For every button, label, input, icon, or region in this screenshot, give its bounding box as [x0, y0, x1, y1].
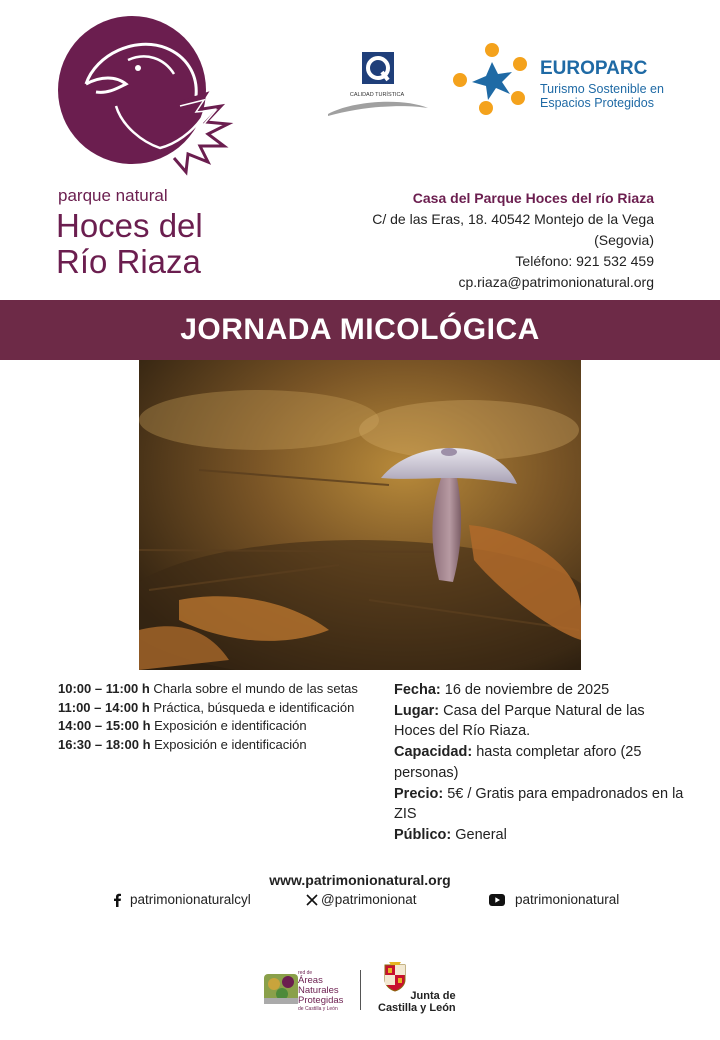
- schedule-item: [58, 699, 368, 718]
- contact-block: [372, 188, 654, 293]
- schedule-time: 16:30 – 18:00 h: [58, 736, 151, 752]
- schedule-time: 14:00 – 15:00 h: [58, 718, 151, 733]
- contact-title: Casa del Parque Hoces del río Riaza: [412, 190, 654, 206]
- park-name-line1: Hoces del: [56, 207, 203, 244]
- schedule-list: [58, 680, 368, 754]
- schedule-item: [58, 736, 368, 755]
- contact-province: (Segovia): [594, 232, 654, 248]
- ranp-line: de Castilla y León: [298, 1006, 338, 1012]
- junta-line: Junta de: [410, 990, 456, 1002]
- ranp-line: Protegidas: [298, 995, 344, 1006]
- schedule-item: [58, 717, 368, 736]
- detail-capacity: [394, 742, 684, 783]
- ranp-line: Áreas: [298, 975, 323, 986]
- youtube-icon: [489, 894, 505, 906]
- footer-divider: [360, 970, 361, 1010]
- ranp-line: red de: [298, 970, 313, 976]
- x-icon: [306, 894, 318, 906]
- contact-phone: Teléfono: 921 532 459: [515, 253, 654, 269]
- event-details: [394, 680, 684, 846]
- park-vulture-logo: [56, 14, 236, 179]
- areas-naturales-text: [298, 970, 343, 1012]
- junta-text: [378, 990, 456, 1014]
- contact-email[interactable]: cp.riaza@patrimonionatural.org: [458, 274, 654, 290]
- x-link[interactable]: [306, 892, 417, 907]
- facebook-link[interactable]: [112, 892, 251, 907]
- park-name: [56, 208, 203, 280]
- detail-value: General: [451, 826, 507, 843]
- europarc-tagline-2: Espacios Protegidos: [540, 96, 654, 110]
- park-name-line2: Río Riaza: [56, 243, 201, 280]
- detail-audience: [394, 825, 684, 846]
- areas-naturales-logo: [262, 968, 300, 1008]
- park-subtitle: parque natural: [58, 186, 168, 205]
- detail-value: hasta completar aforo (25 personas): [394, 744, 642, 781]
- junta-coat-of-arms: [383, 962, 407, 992]
- detail-label: Lugar:: [394, 702, 440, 719]
- schedule-activity: Charla sobre el mundo de las setas: [149, 681, 358, 696]
- facebook-handle: patrimonionaturalcyl: [130, 892, 251, 907]
- detail-label: Capacidad:: [394, 744, 473, 761]
- detail-value: Casa del Parque Natural de las Hoces del Río Riaza.: [394, 702, 645, 740]
- schedule-time: 11:00 – 14:00 h: [58, 699, 150, 715]
- youtube-handle: patrimonionatural: [515, 892, 620, 907]
- website-link[interactable]: www.patrimonionatural.org: [269, 872, 451, 888]
- schedule-time: 10:00 – 11:00 h: [58, 681, 150, 696]
- detail-value: 5€ / Gratis para empadronados en la ZIS: [394, 785, 684, 823]
- x-handle: @patrimonionat: [321, 892, 417, 907]
- contact-address: C/ de las Eras, 18. 40542 Montejo de la Vega: [372, 211, 654, 227]
- mushroom-photo: [139, 360, 581, 670]
- detail-place: [394, 701, 684, 742]
- europarc-title: EUROPARC: [540, 58, 648, 79]
- europarc-star-logo: [446, 40, 536, 120]
- schedule-activity: Exposición e identificación: [150, 736, 307, 752]
- detail-value: 16 de noviembre de 2025: [440, 682, 610, 698]
- schedule-activity: Práctica, búsqueda e identificación: [149, 699, 355, 715]
- event-title-banner: JORNADA MICOLÓGICA: [0, 300, 720, 360]
- europarc-tagline-1: Turismo Sostenible en: [540, 82, 664, 96]
- schedule-activity: Exposición e identificación: [150, 718, 307, 733]
- calidad-turistica-logo: [324, 50, 430, 120]
- facebook-icon: [112, 893, 122, 907]
- detail-price: [394, 784, 684, 825]
- youtube-link[interactable]: [489, 892, 619, 907]
- detail-label: Fecha:: [394, 682, 441, 698]
- q-label: CALIDAD TURÍSTICA: [349, 92, 405, 98]
- ranp-line: Naturales: [298, 985, 339, 996]
- schedule-item: [58, 680, 368, 699]
- junta-line: Castilla y León: [378, 1002, 456, 1014]
- detail-label: Precio:: [394, 785, 444, 802]
- detail-label: Público:: [394, 826, 452, 843]
- detail-date: [394, 680, 684, 701]
- social-links: [0, 892, 720, 912]
